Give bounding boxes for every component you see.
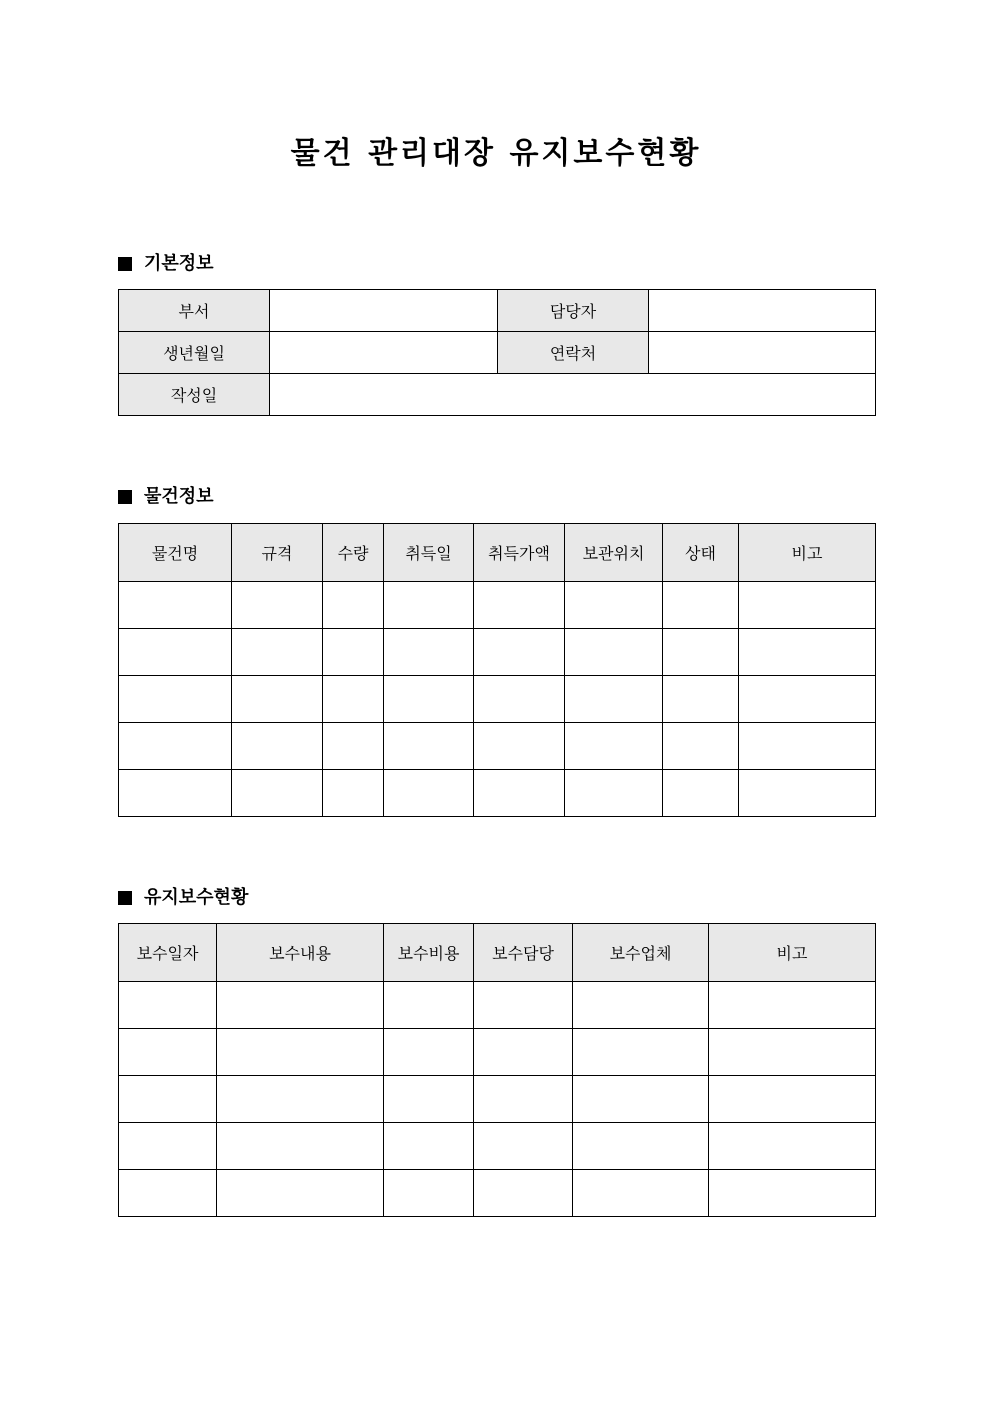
table-cell[interactable] [474,1076,573,1123]
col-quantity: 수량 [323,524,384,582]
department-label: 부서 [119,290,270,332]
col-repair-date: 보수일자 [119,924,217,982]
table-row [119,582,876,629]
basic-info-table [118,289,876,416]
col-repair-manager: 보수담당 [474,924,573,982]
table-cell[interactable] [474,1029,573,1076]
birthdate-label: 생년월일 [119,332,270,374]
table-cell[interactable] [119,723,232,770]
col-remarks: 비고 [709,924,876,982]
square-bullet-icon [118,257,132,271]
table-cell[interactable] [119,982,217,1029]
table-cell[interactable] [565,582,663,629]
table-cell[interactable] [232,629,323,676]
table-row [119,770,876,817]
table-header-row [119,524,876,582]
table-cell[interactable] [323,582,384,629]
table-cell[interactable] [663,770,739,817]
table-cell[interactable] [709,982,876,1029]
maintenance-table [118,923,876,1217]
table-cell[interactable] [384,1170,474,1217]
col-repair-content: 보수내용 [217,924,384,982]
table-cell[interactable] [232,676,323,723]
square-bullet-icon [118,891,132,905]
col-repair-vendor: 보수업체 [573,924,709,982]
table-row [119,629,876,676]
table-cell[interactable] [573,1076,709,1123]
square-bullet-icon [118,490,132,504]
table-cell[interactable] [739,582,876,629]
table-row [119,1123,876,1170]
col-status: 상태 [663,524,739,582]
table-cell[interactable] [573,1170,709,1217]
table-cell[interactable] [565,676,663,723]
table-cell[interactable] [663,582,739,629]
col-remarks: 비고 [739,524,876,582]
table-cell[interactable] [739,770,876,817]
table-cell[interactable] [474,1170,573,1217]
table-header-row [119,924,876,982]
table-cell[interactable] [384,582,474,629]
basic-info-heading [118,251,214,277]
table-cell[interactable] [739,629,876,676]
table-cell[interactable] [323,723,384,770]
table-cell[interactable] [119,1029,217,1076]
manager-field[interactable] [649,290,876,332]
table-row [119,1029,876,1076]
table-row [119,1076,876,1123]
contact-label: 연락처 [498,332,649,374]
table-cell[interactable] [663,676,739,723]
table-row [119,1170,876,1217]
birthdate-field[interactable] [270,332,498,374]
table-cell[interactable] [217,1123,384,1170]
table-cell[interactable] [474,770,565,817]
page-title: 물건 관리대장 유지보수현황 [290,136,702,171]
written-date-field[interactable] [270,374,876,416]
col-acquired-price: 취득가액 [474,524,565,582]
table-cell[interactable] [217,982,384,1029]
table-row [119,723,876,770]
table-cell[interactable] [474,629,565,676]
table-cell[interactable] [709,1029,876,1076]
table-cell[interactable] [384,629,474,676]
col-repair-cost: 보수비용 [384,924,474,982]
table-cell[interactable] [565,629,663,676]
table-cell[interactable] [232,770,323,817]
col-item-name: 물건명 [119,524,232,582]
table-cell[interactable] [119,676,232,723]
maintenance-heading-text: 유지보수현황 [144,887,249,908]
table-cell[interactable] [217,1170,384,1217]
table-cell[interactable] [739,676,876,723]
table-cell[interactable] [119,629,232,676]
col-spec: 규격 [232,524,323,582]
table-row [119,290,876,332]
item-info-heading [118,484,214,510]
table-cell[interactable] [739,723,876,770]
manager-label: 담당자 [498,290,649,332]
table-cell[interactable] [663,629,739,676]
table-cell[interactable] [573,1029,709,1076]
table-cell[interactable] [573,982,709,1029]
table-cell[interactable] [474,676,565,723]
table-cell[interactable] [709,1123,876,1170]
col-acquired-date: 취득일 [384,524,474,582]
table-cell[interactable] [232,582,323,629]
maintenance-heading [118,885,248,911]
table-cell[interactable] [474,723,565,770]
table-cell[interactable] [119,1076,217,1123]
table-cell[interactable] [384,770,474,817]
col-storage-location: 보관위치 [565,524,663,582]
table-cell[interactable] [119,582,232,629]
basic-info-heading-text: 기본정보 [144,253,214,274]
table-cell[interactable] [384,1029,474,1076]
table-cell[interactable] [709,1170,876,1217]
written-date-label: 작성일 [119,374,270,416]
table-cell[interactable] [709,1076,876,1123]
table-cell[interactable] [323,770,384,817]
table-cell[interactable] [565,723,663,770]
table-cell[interactable] [384,723,474,770]
table-cell[interactable] [663,723,739,770]
table-cell[interactable] [119,770,232,817]
table-cell[interactable] [119,1170,217,1217]
table-cell[interactable] [573,1123,709,1170]
table-cell[interactable] [323,629,384,676]
item-info-table [118,523,876,817]
table-cell[interactable] [565,770,663,817]
table-cell[interactable] [474,1123,573,1170]
table-cell[interactable] [384,1123,474,1170]
table-row [119,332,876,374]
table-cell[interactable] [384,676,474,723]
table-cell[interactable] [384,1076,474,1123]
table-cell[interactable] [474,582,565,629]
table-row [119,374,876,416]
table-row [119,982,876,1029]
table-cell[interactable] [119,1123,217,1170]
department-field[interactable] [270,290,498,332]
table-cell[interactable] [217,1076,384,1123]
table-cell[interactable] [474,982,573,1029]
item-info-heading-text: 물건정보 [144,486,214,507]
table-cell[interactable] [323,676,384,723]
table-row [119,676,876,723]
contact-field[interactable] [649,332,876,374]
table-cell[interactable] [384,982,474,1029]
table-cell[interactable] [232,723,323,770]
table-cell[interactable] [217,1029,384,1076]
